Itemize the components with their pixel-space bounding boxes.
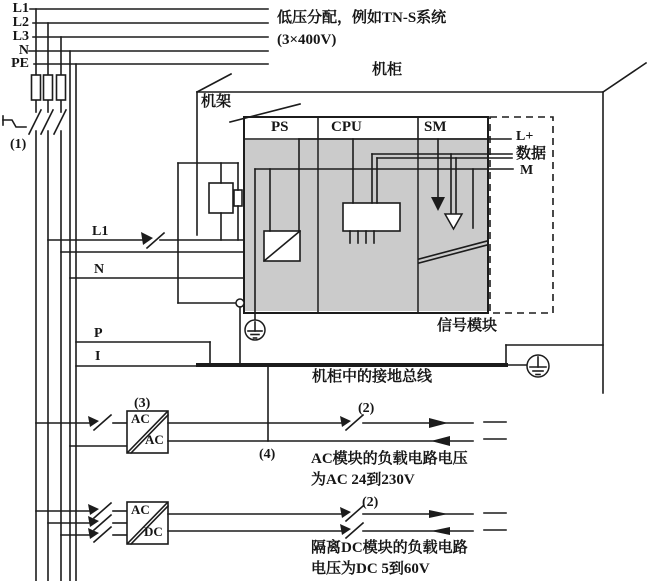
ac-dc-box-top-label: AC [131, 502, 150, 517]
feeder-label-i: I [95, 349, 101, 364]
ac-ac-box-bottom-label: AC [145, 432, 164, 447]
bus-label-pe: PE [11, 56, 29, 71]
ps-ground-symbol [245, 320, 265, 340]
ref-4-label: (4) [259, 447, 276, 462]
feeder-label-p: P [94, 326, 103, 341]
ref-1-label: (1) [10, 137, 27, 152]
bus-label-n: N [18, 43, 29, 58]
ref-2-ac-label: (2) [358, 401, 375, 416]
module-label-ps: PS [271, 119, 289, 135]
bus-label-l1: L1 [12, 1, 29, 16]
cabinet-ground-symbol [527, 355, 549, 377]
signal-label-m: M [520, 163, 534, 178]
signal-label-lplus: L+ [516, 129, 534, 144]
module-label-cpu: CPU [331, 119, 362, 135]
ac-load-note-line2: 为AC 24到230V [311, 472, 415, 488]
module-label-sm: SM [424, 119, 447, 135]
bus-label-l2: L2 [12, 15, 29, 30]
dc-load-note-line1: 隔离DC模块的负载电路 [311, 540, 468, 556]
ref-2-dc-label: (2) [362, 495, 379, 510]
ac-dc-box-bottom-label: DC [144, 524, 163, 539]
rack-label: 机架 [201, 94, 232, 110]
distribution-note-line1: 低压分配，例如TN-S系统 [277, 10, 447, 26]
feeder-label-n: N [94, 262, 105, 277]
distribution-note-line2: (3×400V) [277, 32, 337, 48]
bus-label-l3: L3 [12, 29, 29, 44]
signal-module-caption: 信号模块 [437, 318, 498, 334]
feeder-label-l1: L1 [92, 224, 109, 239]
dc-load-note-line2: 电压为DC 5到60V [311, 561, 430, 577]
ref-3-label: (3) [134, 396, 151, 411]
signal-label-data: 数据 [516, 146, 547, 162]
ground-bus-label: 机柜中的接地总线 [312, 369, 433, 385]
fuse-symbols [32, 75, 66, 100]
ac-dc-row [36, 502, 506, 544]
ac-ac-box-top-label: AC [131, 411, 150, 426]
cabinet-label: 机柜 [372, 62, 403, 78]
ac-load-note-line1: AC模块的负载电路电压 [311, 451, 468, 467]
main-switch-symbol [3, 110, 66, 134]
